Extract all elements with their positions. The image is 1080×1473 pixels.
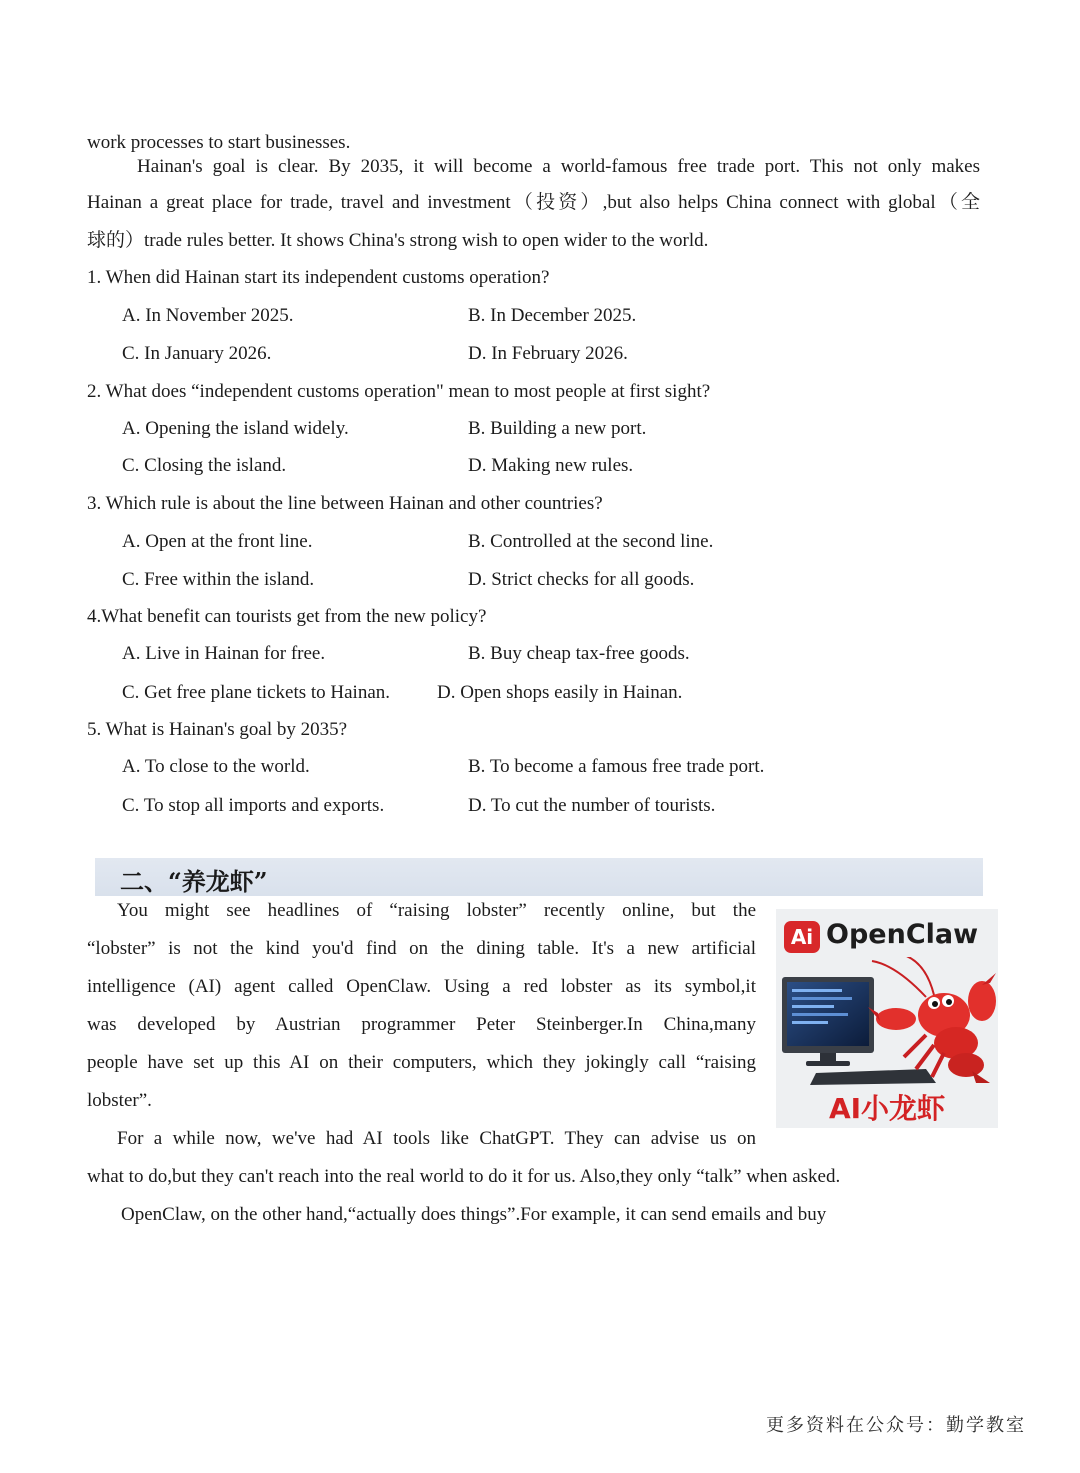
option-b: B. Controlled at the second line.	[468, 531, 714, 552]
option-c: C. In January 2026.	[122, 343, 272, 364]
passage-line: was developed by Austrian programmer Peter Steinberger.In China,many	[87, 1014, 756, 1035]
ai-logo-icon: Ai	[784, 921, 820, 953]
passage-line: “lobster” is not the kind you'd find on the dining table. It's a new artificial	[87, 938, 756, 959]
question-stem: 4.What benefit can tourists get from the new policy?	[87, 606, 487, 627]
question-stem: 2. What does “independent customs operation" mean to most people at first sight?	[87, 381, 711, 402]
passage-line: lobster”.	[87, 1090, 152, 1111]
option-d: D. Strict checks for all goods.	[468, 569, 695, 590]
option-a: A. Opening the island widely.	[122, 418, 349, 439]
option-a: A. Open at the front line.	[122, 531, 313, 552]
passage-line: work processes to start businesses.	[87, 132, 351, 153]
option-a: A. Live in Hainan for free.	[122, 643, 326, 664]
passage-line: Hainan a great place for trade, travel and investment（投资）,but also helps China connect with global（全	[87, 192, 980, 213]
passage-line: what to do,but they can't reach into the real world to do it for us. Also,they only “talk” when asked.	[87, 1166, 841, 1187]
option-a: A. To close to the world.	[122, 756, 310, 777]
option-b: B. In December 2025.	[468, 305, 637, 326]
section-title: 二、“养龙虾”	[120, 867, 268, 896]
option-c: C. Free within the island.	[122, 569, 315, 590]
option-d: D. Making new rules.	[468, 455, 634, 476]
passage-line: 球的）trade rules better. It shows China's strong wish to open wider to the world.	[87, 230, 709, 251]
openclaw-brand-text: OpenClaw	[826, 919, 979, 950]
footer-note: 更多资料在公众号：勤学教室	[766, 1415, 1026, 1436]
option-b: B. To become a famous free trade port.	[468, 756, 765, 777]
passage-line: Hainan's goal is clear. By 2035, it will become a world-famous free trade port. This not only makes	[137, 156, 980, 177]
lobster-computer-illustration-icon	[776, 957, 998, 1089]
option-c: C. Closing the island.	[122, 455, 287, 476]
option-c: C. Get free plane tickets to Hainan.	[122, 682, 391, 703]
passage-line: For a while now, we've had AI tools like ChatGPT. They can advise us on	[117, 1128, 756, 1149]
question-stem: 3. Which rule is about the line between Hainan and other countries?	[87, 493, 603, 514]
option-b: B. Building a new port.	[468, 418, 647, 439]
passage-line: You might see headlines of “raising lobster” recently online, but the	[117, 900, 756, 921]
option-b: B. Buy cheap tax-free goods.	[468, 643, 690, 664]
image-caption: AI小龙虾	[828, 1092, 946, 1125]
passage-line: people have set up this AI on their computers, which they jokingly call “raising	[87, 1052, 756, 1073]
openclaw-image	[776, 909, 998, 1128]
option-d: D. Open shops easily in Hainan.	[437, 682, 683, 703]
option-c: C. To stop all imports and exports.	[122, 795, 385, 816]
option-a: A. In November 2025.	[122, 305, 294, 326]
passage-line: OpenClaw, on the other hand,“actually does things”.For example, it can send emails and buy	[121, 1204, 827, 1225]
question-stem: 1. When did Hainan start its independent customs operation?	[87, 267, 550, 288]
option-d: D. In February 2026.	[468, 343, 628, 364]
passage-line: intelligence (AI) agent called OpenClaw. Using a red lobster as its symbol,it	[87, 976, 756, 997]
option-d: D. To cut the number of tourists.	[468, 795, 716, 816]
question-stem: 5. What is Hainan's goal by 2035?	[87, 719, 348, 740]
